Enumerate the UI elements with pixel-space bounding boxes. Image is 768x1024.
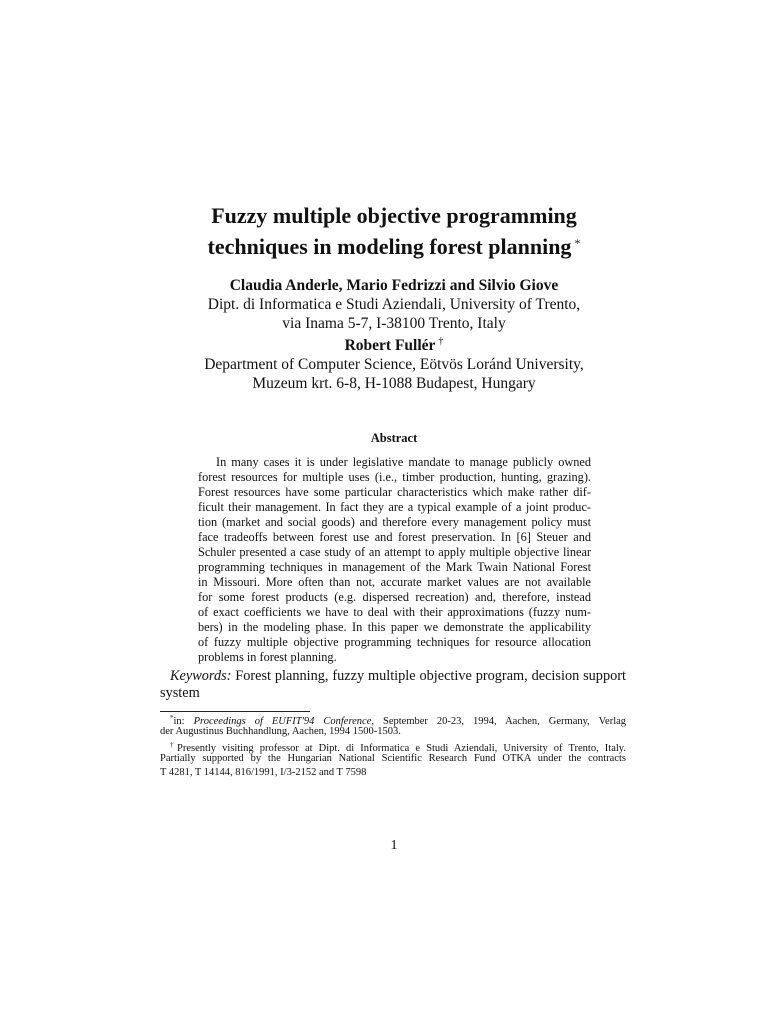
footnote-1-prefix: in: (173, 716, 185, 727)
keywords-line-2: system (160, 685, 200, 701)
footnote-2-text-1: Presently visiting professor at Dipt. di Informatica e Studi Aziendali, University of Trento, Italy. (176, 742, 626, 754)
footnotes (160, 712, 626, 779)
keywords-label: Keywords: (170, 668, 232, 684)
footnote-1-venue: Proceedings of EUFIT'94 Conference (193, 716, 372, 727)
title-line-1: Fuzzy multiple objective programming (211, 203, 577, 228)
footnote-1-line-2: der Augustinus Buchhandlung, Aachen, 1994 1500-1503. (160, 726, 401, 738)
abstract-line: of exact coefficients we have to deal with their approximations (fuzzy num- (198, 605, 591, 619)
affiliation-1-line-2: via Inama 5-7, I-38100 Trento, Italy (282, 315, 506, 332)
keywords-paragraph (160, 668, 626, 702)
paper-title (0, 202, 768, 260)
footnote-1-line-1 (160, 712, 626, 725)
author-2-footnote-mark[interactable]: † (438, 336, 444, 347)
abstract-line: problems in forest planning. (198, 650, 337, 664)
abstract-line: for some forest products (e.g. dispersed recreation) and, therefore, instead (198, 590, 591, 604)
author-block-1 (0, 276, 768, 333)
footnote-2-line-2: Partially supported by the Hungarian National Scientific Research Fund OTKA under the contracts (160, 753, 626, 765)
abstract-line: Schuler presented a case study of an attempt to apply multiple objective linear (198, 545, 591, 559)
title-footnote-mark[interactable]: * (574, 235, 581, 250)
page-number: 1 (390, 838, 398, 853)
title-line-2-text: techniques in modeling forest planning (207, 233, 572, 259)
abstract-line: bers) in the modeling phase. In this paper we demonstrate the applicability (198, 620, 591, 634)
abstract-body (198, 455, 591, 665)
authors-group-1: Claudia Anderle, Mario Fedrizzi and Silvio Giove (229, 277, 559, 294)
title-line-2 (0, 230, 768, 261)
abstract-line: forest resources for multiple uses (i.e., timber production, hunting, grazing). (198, 470, 591, 484)
author-2-line (0, 332, 768, 355)
abstract-heading: Abstract (370, 431, 418, 445)
author-block-2 (0, 332, 768, 393)
abstract-line: of fuzzy multiple objective programming techniques for resource allocation (198, 635, 591, 649)
abstract-line: In many cases it is under legislative mandate to manage publicly owned (216, 455, 591, 469)
author-2-name: Robert Fullér (344, 337, 436, 354)
abstract-line: ficult their management. In fact they are a typical example of a joint produc- (198, 500, 591, 514)
footnote-2-line-3: T 4281, T 14144, 816/1991, I/3-2152 and T 7598 (160, 766, 367, 778)
abstract-line: tion (market and social goods) and therefore every management policy must (198, 515, 591, 529)
abstract-line: programming techniques in management of the Mark Twain National Forest (198, 560, 591, 574)
abstract-line: in Missouri. More often than not, accurate market values are not available (198, 575, 591, 589)
affiliation-2-line-2: Muzeum krt. 6-8, H-1088 Budapest, Hungary (252, 375, 536, 392)
abstract-line: face tradeoffs between forest use and forest preservation. In [6] Steuer and (198, 530, 591, 544)
keywords-line-1 (160, 668, 626, 685)
footnote-2-line-1 (160, 739, 626, 752)
footnote-1-rest: , September 20-23, 1994, Aachen, Germany, Verlag (371, 716, 627, 727)
footnote-2-mark: † (170, 740, 177, 749)
abstract-line: Forest resources have some particular characteristics which make rather dif- (198, 485, 591, 499)
keywords-text-1: Forest planning, fuzzy multiple objective program, decision support (235, 668, 626, 684)
affiliation-1-line-1: Dipt. di Informatica e Studi Aziendali, University of Trento, (207, 296, 581, 313)
footnote-1-mark: * (170, 714, 174, 722)
affiliation-2-line-1: Department of Computer Science, Eötvös Loránd University, (204, 356, 584, 373)
